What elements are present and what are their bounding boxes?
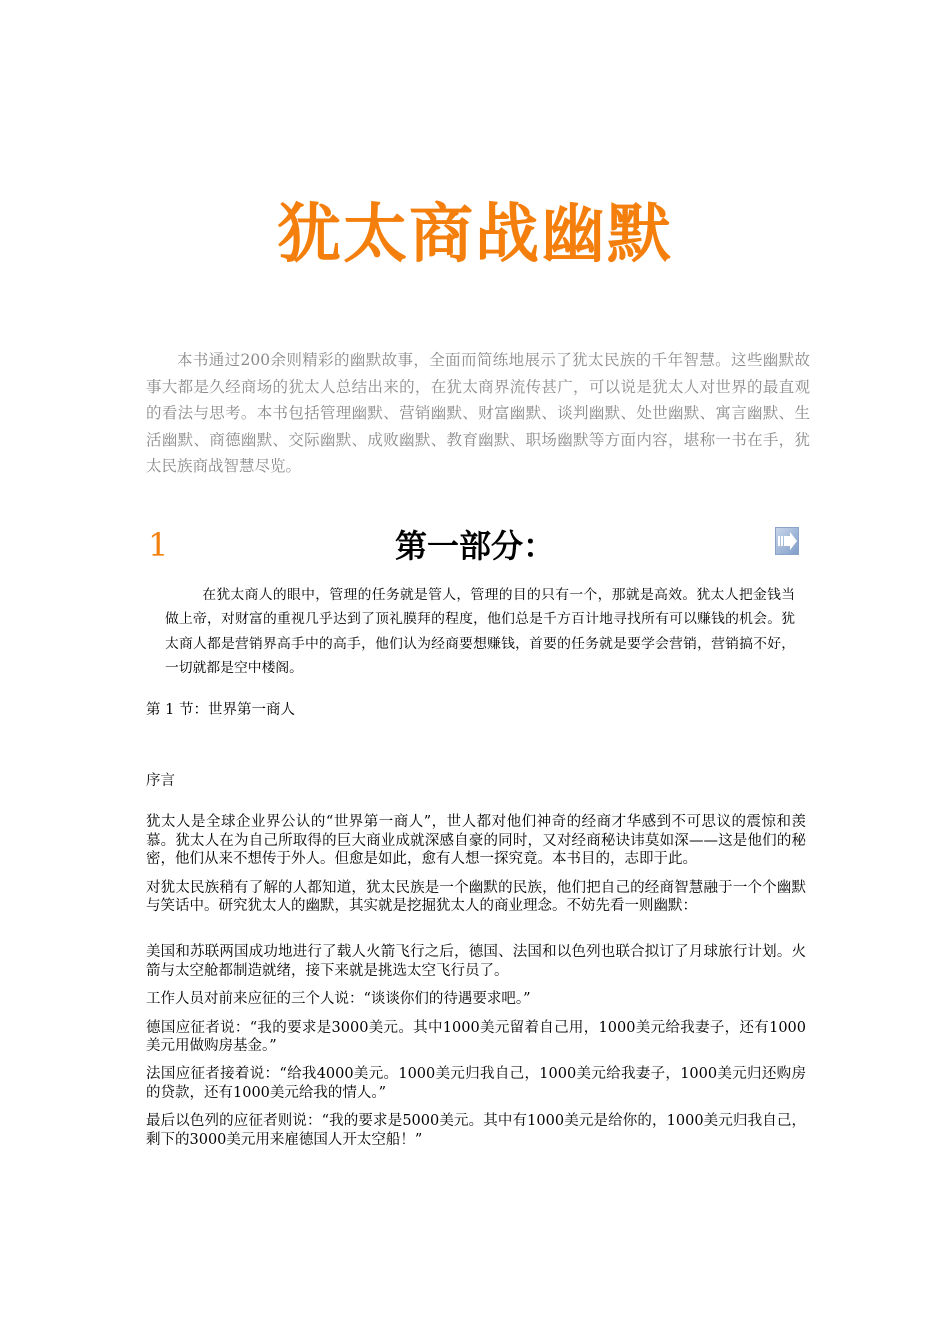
part-summary: 在犹太商人的眼中，管理的任务就是管人，管理的目的只有一个，那就是高效。犹太人把金钱当做上帝，对财富的重视几乎达到了顶礼膜拜的程度，他们总是千方百计地寻找所有可以赚钱的机会。犹太商人都是营销界高手中的高手，他们认为经商要想赚钱，首要的任务就是要学会营销，营销搞不好，一切就都是空中楼阁。 [165, 587, 795, 677]
body-paragraph: 德国应征者说：“我的要求是3000美元。其中1000美元留着自己用，1000美元给我妻子，还有1000美元用做购房基金。” [146, 1019, 806, 1055]
intro-paragraph: 本书通过200余则精彩的幽默故事，全面而简练地展示了犹太民族的千年智慧。这些幽默故事大都是久经商场的犹太人总结出来的，在犹太商界流传甚广，可以说是犹太人对世界的最直观的看法与思考。本书包括管理幽默、营销幽默、财富幽默、谈判幽默、处世幽默、寓言幽默、生活幽默、商德幽默、交际幽默、成败幽默、教育幽默、职场幽默等方面内容，堪称一书在手，犹太民族商战智慧尽览。 [146, 351, 810, 476]
part-number: 1 [148, 526, 169, 564]
body-text [146, 772, 806, 1159]
next-arrow-icon[interactable] [775, 527, 799, 555]
section-title: 第 1 节：世界第一商人 [146, 702, 295, 718]
preface-heading: 序言 [146, 773, 175, 789]
body-paragraph: 犹太人是全球企业界公认的“世界第一商人”，世人都对他们神奇的经商才华感到不可思议的震惊和羡慕。犹太人在为自己所取得的巨大商业成就深感自豪的同时，又对经商秘诀讳莫如深——这是他们的秘密，他们从来不想传于外人。但愈是如此，愈有人想一探究竟。本书目的，志即于此。 [146, 814, 806, 868]
body-paragraph: 美国和苏联两国成功地进行了载人火箭飞行之后，德国、法国和以色列也联合拟订了月球旅行计划。火箭与太空舱都制造就绪，接下来就是挑选太空飞行员了。 [146, 944, 806, 979]
body-paragraph: 法国应征者接着说：“给我4000美元。1000美元归我自己，1000美元给我妻子，1000美元归还购房的贷款，还有1000美元给我的情人。” [146, 1066, 806, 1101]
body-paragraph: 工作人员对前来应征的三个人说：“谈谈你们的待遇要求吧。” [146, 991, 531, 1008]
document-title: 犹太商战幽默 [277, 197, 673, 272]
body-paragraph: 对犹太民族稍有了解的人都知道，犹太民族是一个幽默的民族，他们把自己的经商智慧融于一个个幽默与笑话中。研究犹太人的幽默，其实就是挖掘犹太人的商业理念。不妨先看一则幽默： [146, 879, 806, 915]
part-heading: 第一部分： [394, 527, 555, 565]
body-paragraph: 最后以色列的应征者则说：“我的要求是5000美元。其中有1000美元是给你的，1000美元归我自己，剩下的3000美元用来雇德国人开太空船！” [146, 1113, 806, 1148]
